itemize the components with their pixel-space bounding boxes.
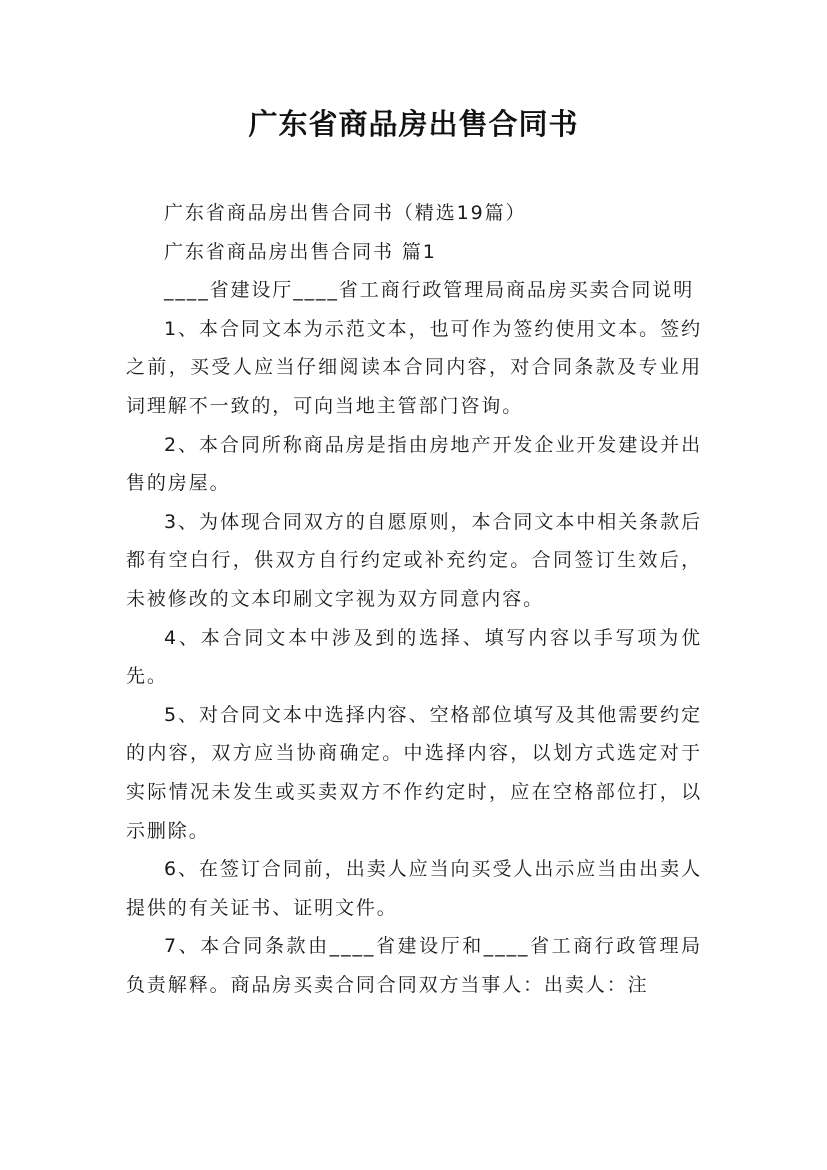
paragraph-contract-intro: ____省建设厅____省工商行政管理局商品房买卖合同说明 — [164, 279, 695, 302]
paragraph-item-1: 1、本合同文本为示范文本，也可作为签约使用文本。签约之前，买受人应当仔细阅读本合同内容，对合同条款及专业用词理解不一致的，可向当地主管部门咨询。 — [126, 317, 702, 417]
paragraph-item-4: 4、本合同文本中涉及到的选择、填写内容以手写项为优先。 — [126, 626, 702, 688]
paragraph-item-3: 3、为体现合同双方的自愿原则，本合同文本中相关条款后都有空白行，供双方自行约定或补充约定。合同签订生效后，未被修改的文本印刷文字视为双方同意内容。 — [126, 510, 702, 610]
paragraph-item-2: 2、本合同所称商品房是指由房地产开发企业开发建设并出售的房屋。 — [126, 433, 702, 495]
document-title: 广东省商品房出售合同书 — [248, 107, 579, 141]
paragraph-item-5: 5、对合同文本中选择内容、空格部位填写及其他需要约定的内容，双方应当协商确定。中选择内容，以划方式选定对于实际情况未发生或买卖双方不作约定时，应在空格部位打，以示删除。 — [126, 703, 702, 842]
paragraph-section-heading: 广东省商品房出售合同书 篇1 — [164, 240, 437, 263]
paragraph-item-7: 7、本合同条款由____省建设厅和____省工商行政管理局负责解释。商品房买卖合同合同双方当事人：出卖人：注 — [126, 935, 702, 996]
document-body — [126, 194, 702, 1004]
paragraph-subtitle: 广东省商品房出售合同书（精选19篇） — [164, 202, 527, 224]
paragraph-item-6: 6、在签订合同前，出卖人应当向买受人出示应当由出卖人提供的有关证书、证明文件。 — [126, 858, 702, 919]
